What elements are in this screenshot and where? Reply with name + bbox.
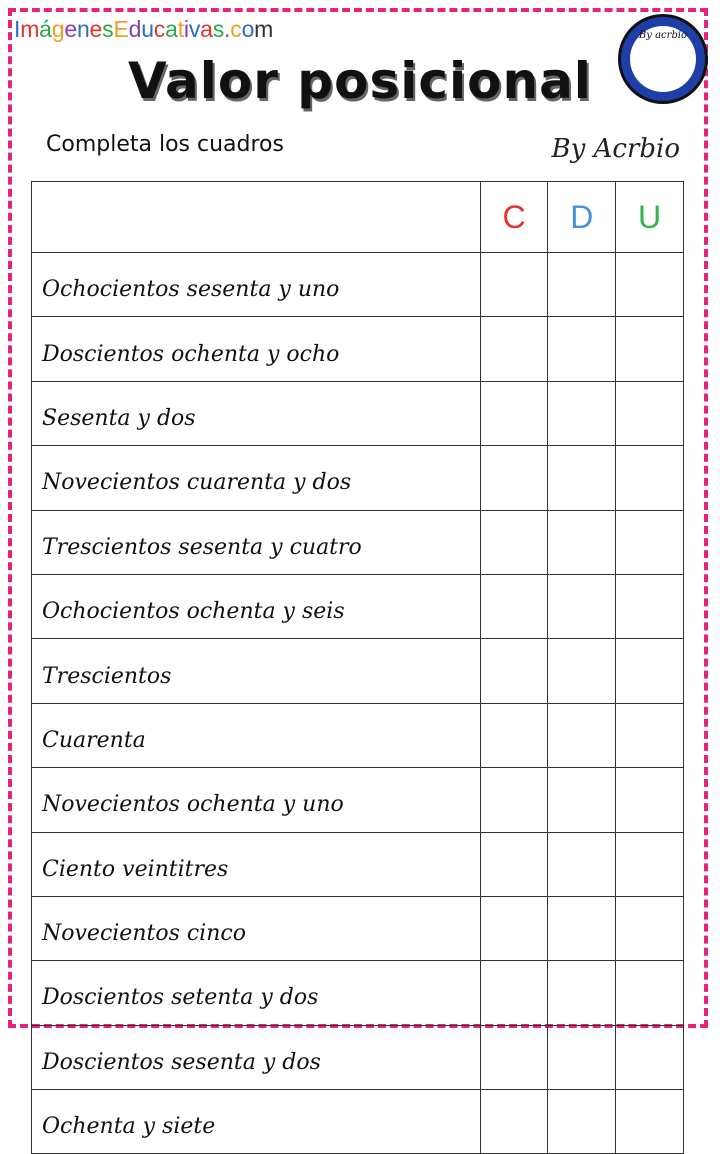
column-header-d: D [548, 182, 616, 253]
answer-cell-u[interactable] [616, 510, 684, 574]
answer-cell-u[interactable] [616, 832, 684, 896]
answer-cell-c[interactable] [480, 896, 548, 960]
brand-letter: i [183, 16, 189, 42]
answer-cell-d[interactable] [548, 961, 616, 1025]
answer-cell-c[interactable] [480, 574, 548, 638]
brand-letter: c [230, 16, 242, 42]
answer-cell-d[interactable] [548, 574, 616, 638]
number-word-cell: Trescientos [32, 639, 481, 703]
logo-text: By acrbio [638, 30, 688, 41]
answer-cell-c[interactable] [480, 961, 548, 1025]
answer-cell-u[interactable] [616, 1090, 684, 1154]
brand-letter: e [64, 16, 77, 42]
answer-cell-u[interactable] [616, 639, 684, 703]
answer-cell-c[interactable] [480, 1025, 548, 1089]
answer-cell-d[interactable] [548, 703, 616, 767]
answer-cell-d[interactable] [548, 446, 616, 510]
answer-cell-c[interactable] [480, 703, 548, 767]
brand-letter: e [89, 16, 103, 42]
number-word-cell: Novecientos cinco [32, 896, 481, 960]
brand-letter: u [141, 16, 154, 42]
table-row [32, 446, 684, 510]
answer-cell-d[interactable] [548, 381, 616, 445]
answer-cell-d[interactable] [548, 768, 616, 832]
place-value-table [31, 181, 684, 1154]
table-row [32, 1090, 684, 1154]
site-brand [14, 16, 273, 43]
brand-letter: m [254, 16, 274, 42]
table-row [32, 253, 684, 317]
answer-cell-u[interactable] [616, 896, 684, 960]
answer-cell-c[interactable] [480, 510, 548, 574]
table-row [32, 832, 684, 896]
table-row [32, 896, 684, 960]
table-row [32, 317, 684, 381]
brand-letter: n [76, 16, 90, 42]
answer-cell-d[interactable] [548, 896, 616, 960]
number-word-cell: Doscientos sesenta y dos [32, 1025, 481, 1089]
answer-cell-d[interactable] [548, 1090, 616, 1154]
answer-cell-c[interactable] [480, 768, 548, 832]
table-header-row [32, 182, 684, 253]
brand-letter: s [212, 16, 225, 42]
table-row [32, 574, 684, 638]
brand-letter: I [14, 16, 21, 42]
answer-cell-u[interactable] [616, 381, 684, 445]
brand-letter: o [241, 16, 255, 42]
author-signature: By Acrbio [551, 134, 680, 164]
column-header-u: U [616, 182, 684, 253]
answer-cell-d[interactable] [548, 317, 616, 381]
brand-letter: a [200, 16, 213, 42]
answer-cell-c[interactable] [480, 446, 548, 510]
answer-cell-u[interactable] [616, 253, 684, 317]
brand-letter: . [224, 16, 231, 42]
table-row [32, 961, 684, 1025]
answer-cell-c[interactable] [480, 253, 548, 317]
answer-cell-u[interactable] [616, 703, 684, 767]
brand-letter: á [39, 16, 52, 42]
number-word-cell: Ochenta y siete [32, 1090, 481, 1154]
instruction-text: Completa los cuadros [46, 132, 284, 157]
answer-cell-u[interactable] [616, 1025, 684, 1089]
table-row [32, 510, 684, 574]
number-word-cell: Cuarenta [32, 703, 481, 767]
answer-cell-c[interactable] [480, 639, 548, 703]
brand-letter: s [102, 16, 114, 42]
table-row [32, 381, 684, 445]
column-header-c: C [480, 182, 548, 253]
table-row [32, 1025, 684, 1089]
brand-letter: d [128, 16, 142, 42]
brand-letter: a [165, 16, 178, 42]
answer-cell-u[interactable] [616, 768, 684, 832]
number-word-cell: Doscientos ochenta y ocho [32, 317, 481, 381]
table-row [32, 768, 684, 832]
brand-letter: m [20, 16, 40, 42]
answer-cell-u[interactable] [616, 961, 684, 1025]
answer-cell-d[interactable] [548, 510, 616, 574]
number-word-cell: Sesenta y dos [32, 381, 481, 445]
answer-cell-d[interactable] [548, 832, 616, 896]
page-title: Valor posicional [128, 52, 592, 110]
number-word-cell: Trescientos sesenta y cuatro [32, 510, 481, 574]
answer-cell-c[interactable] [480, 832, 548, 896]
answer-cell-d[interactable] [548, 1025, 616, 1089]
header-blank-cell [32, 182, 481, 253]
answer-cell-c[interactable] [480, 317, 548, 381]
answer-cell-u[interactable] [616, 317, 684, 381]
answer-cell-d[interactable] [548, 253, 616, 317]
brand-letter: t [177, 16, 184, 42]
table-row [32, 703, 684, 767]
number-word-cell: Ciento veintitres [32, 832, 481, 896]
brand-letter: g [51, 16, 65, 42]
brand-letter: v [188, 16, 201, 42]
answer-cell-d[interactable] [548, 639, 616, 703]
answer-cell-u[interactable] [616, 446, 684, 510]
number-word-cell: Novecientos cuarenta y dos [32, 446, 481, 510]
brand-letter: E [113, 16, 129, 42]
number-word-cell: Ochocientos sesenta y uno [32, 253, 481, 317]
answer-cell-c[interactable] [480, 1090, 548, 1154]
answer-cell-u[interactable] [616, 574, 684, 638]
number-word-cell: Novecientos ochenta y uno [32, 768, 481, 832]
table-row [32, 639, 684, 703]
answer-cell-c[interactable] [480, 381, 548, 445]
number-word-cell: Doscientos setenta y dos [32, 961, 481, 1025]
brand-letter: c [153, 16, 166, 42]
number-word-cell: Ochocientos ochenta y seis [32, 574, 481, 638]
